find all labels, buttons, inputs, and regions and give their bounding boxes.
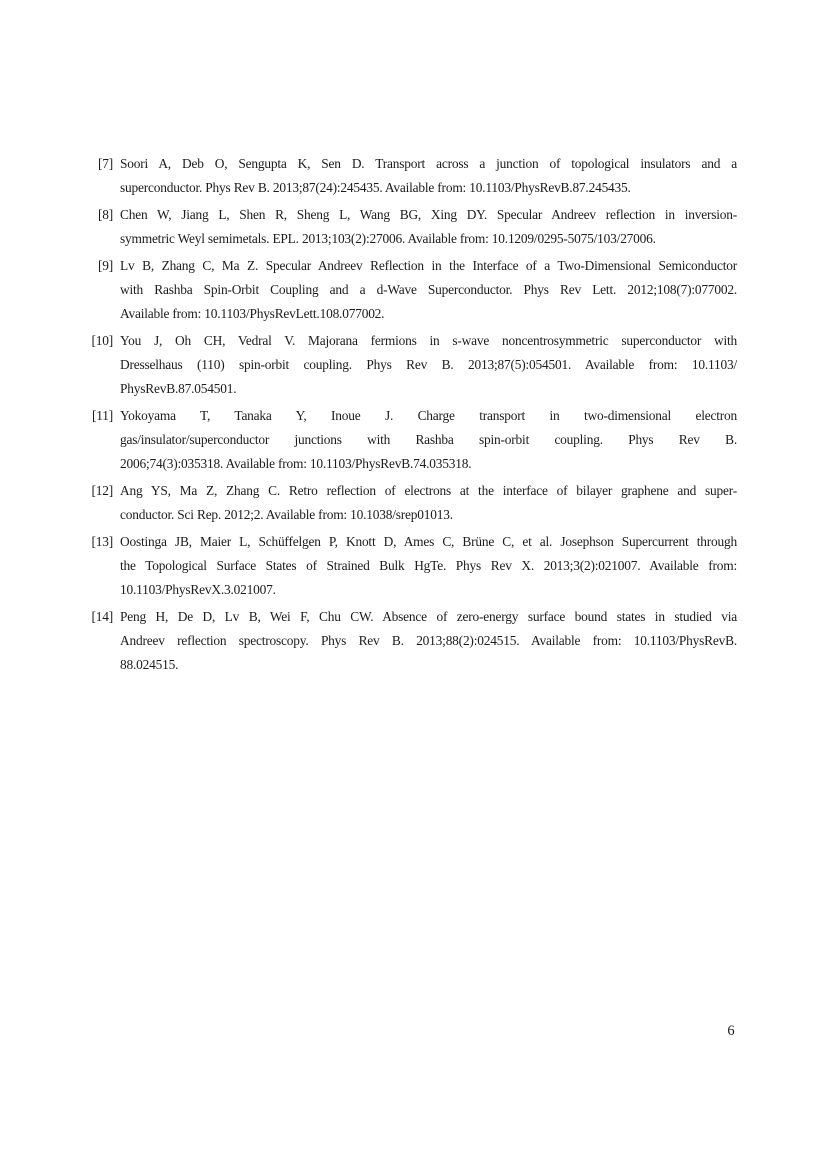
reference-line: superconductor. Phys Rev B. 2013;87(24):245435. Available from: 10.1103/PhysRevB.87.245435. — [120, 180, 631, 195]
reference-line: Yokoyama T, Tanaka Y, Inoue J. Charge transport in two-dimensional electron — [120, 408, 737, 423]
reference-list — [87, 152, 737, 680]
reference-label: [10] — [91, 333, 113, 348]
reference-line: Lv B, Zhang C, Ma Z. Specular Andreev Reflection in the Interface of a Two-Dimensional Semiconductor — [120, 258, 737, 273]
reference-line: Dresselhaus (110) spin-orbit coupling. Phys Rev B. 2013;87(5):054501. Available from: 10.1103/ — [120, 357, 737, 372]
reference-text — [120, 254, 737, 326]
reference-item — [87, 605, 737, 677]
reference-line: Soori A, Deb O, Sengupta K, Sen D. Transport across a junction of topological insulators and a — [120, 156, 737, 171]
reference-text — [120, 329, 737, 401]
reference-line: Peng H, De D, Lv B, Wei F, Chu CW. Absence of zero-energy surface bound states in studied via — [120, 609, 737, 624]
reference-label: [9] — [97, 258, 113, 273]
reference-line: 10.1103/PhysRevX.3.021007. — [120, 582, 276, 597]
reference-line: with Rashba Spin-Orbit Coupling and a d-Wave Superconductor. Phys Rev Lett. 2012;108(7):077002. — [120, 282, 737, 297]
reference-line: 2006;74(3):035318. Available from: 10.1103/PhysRevB.74.035318. — [120, 456, 472, 471]
reference-line: conductor. Sci Rep. 2012;2. Available from: 10.1038/srep01013. — [120, 507, 453, 522]
reference-item — [87, 329, 737, 401]
reference-label: [14] — [91, 609, 113, 624]
reference-line: You J, Oh CH, Vedral V. Majorana fermions in s-wave noncentrosymmetric superconductor with — [120, 333, 737, 348]
reference-line: PhysRevB.87.054501. — [120, 381, 237, 396]
reference-line: 88.024515. — [120, 657, 179, 672]
reference-label: [13] — [91, 534, 113, 549]
reference-line: Andreev reflection spectroscopy. Phys Rev B. 2013;88(2):024515. Available from: 10.1103/PhysRevB. — [120, 633, 737, 648]
reference-text — [120, 203, 737, 251]
reference-item — [87, 479, 737, 527]
reference-item — [87, 530, 737, 602]
reference-text — [120, 605, 737, 677]
reference-text — [120, 152, 737, 200]
reference-text — [120, 479, 737, 527]
reference-item — [87, 203, 737, 251]
reference-label: [12] — [91, 483, 113, 498]
reference-text — [120, 530, 737, 602]
reference-label: [11] — [91, 408, 113, 423]
reference-label: [8] — [97, 207, 113, 222]
reference-line: gas/insulator/superconductor junctions with Rashba spin-orbit coupling. Phys Rev B. — [120, 432, 737, 447]
reference-line: Available from: 10.1103/PhysRevLett.108.077002. — [120, 306, 385, 321]
reference-item — [87, 152, 737, 200]
reference-text — [120, 404, 737, 476]
reference-line: the Topological Surface States of Strained Bulk HgTe. Phys Rev X. 2013;3(2):021007. Available from: — [120, 558, 737, 573]
reference-item — [87, 254, 737, 326]
reference-line: Chen W, Jiang L, Shen R, Sheng L, Wang BG, Xing DY. Specular Andreev reflection in inversion- — [120, 207, 737, 222]
reference-item — [87, 404, 737, 476]
reference-line: symmetric Weyl semimetals. EPL. 2013;103(2):27006. Available from: 10.1209/0295-5075/103/27006. — [120, 231, 656, 246]
reference-line: Oostinga JB, Maier L, Schüffelgen P, Knott D, Ames C, Brüne C, et al. Josephson Supercurrent through — [120, 534, 737, 549]
reference-label: [7] — [97, 156, 113, 171]
page-number: 6 — [727, 1023, 735, 1039]
reference-line: Ang YS, Ma Z, Zhang C. Retro reflection of electrons at the interface of bilayer graphene and super- — [120, 483, 737, 498]
